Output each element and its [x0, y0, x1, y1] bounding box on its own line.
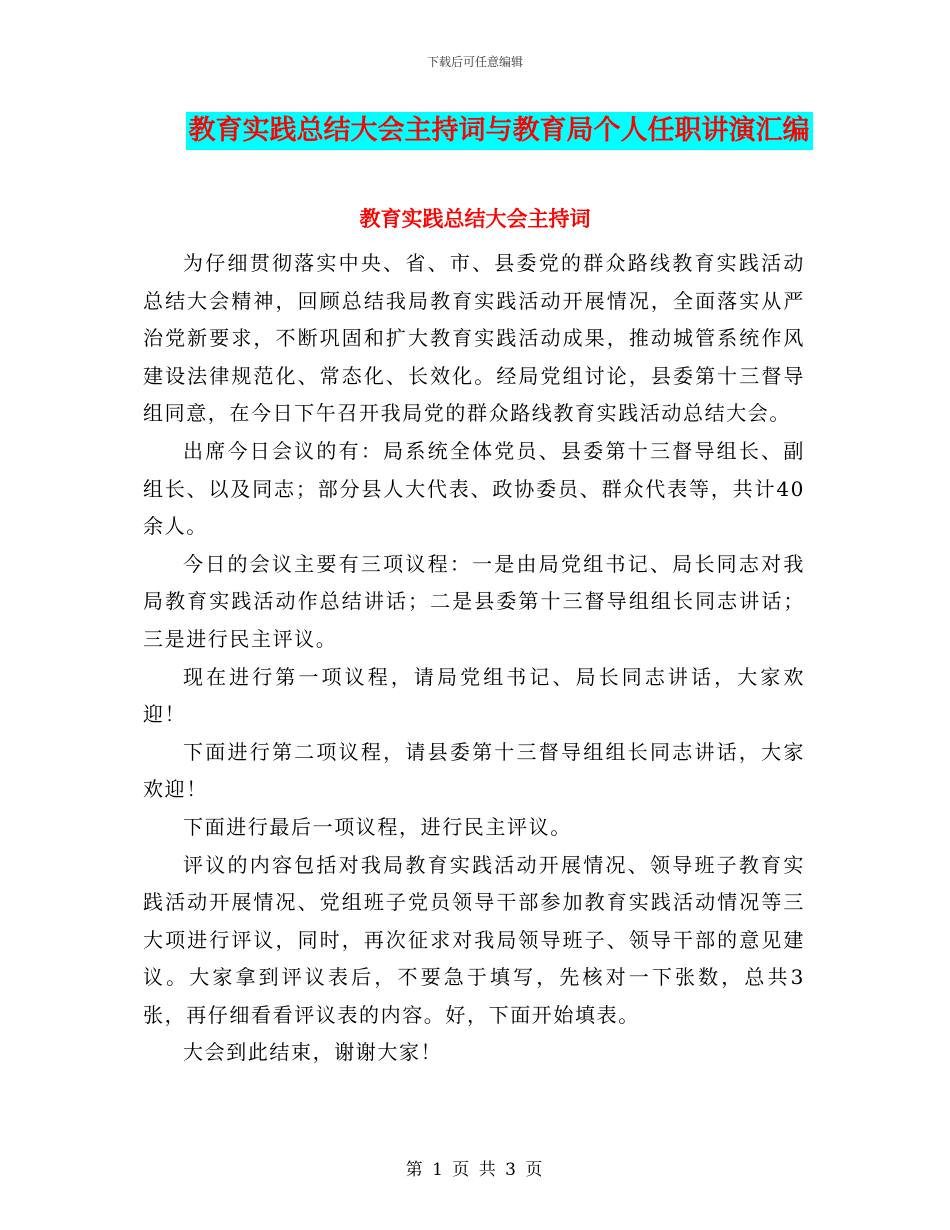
page-footer: 第 1 页 共 3 页 [405, 1160, 545, 1180]
page-header-note: 下载后可任意编辑 [426, 55, 523, 69]
main-title: 教育实践总结大会主持词与教育局个人任职讲演汇编 [186, 112, 813, 150]
paragraph: 出席今日会议的有：局系统全体党员、县委第十三督导组长、副组长、以及同志；部分县人大代表、政协委员、群众代表等，共计40余人。 [143, 438, 805, 539]
paragraph: 下面进行最后一项议程，进行民主评议。 [183, 814, 572, 839]
main-title-container [0, 112, 950, 150]
section-title: 教育实践总结大会主持词 [359, 206, 591, 231]
document-body [143, 245, 805, 1072]
paragraph: 下面进行第二项议程，请县委第十三督导组组长同志讲话，大家欢迎！ [143, 739, 805, 802]
paragraph: 大会到此结束，谢谢大家！ [183, 1040, 443, 1065]
paragraph: 今日的会议主要有三项议程：一是由局党组书记、局长同志对我局教育实践活动作总结讲话；二是县委第十三督导组组长同志讲话；三是进行民主评议。 [143, 551, 805, 651]
paragraph: 为仔细贯彻落实中央、省、市、县委党的群众路线教育实践活动总结大会精神，回顾总结我局教育实践活动开展情况，全面落实从严治党新要求，不断巩固和扩大教育实践活动成果，推动城管系统作风建设法律规范化、常态化、长效化。经局党组讨论，县委第十三督导组同意，在今日下午召开我局党的群众路线教育实践活动总结大会。 [143, 251, 805, 426]
paragraph: 现在进行第一项议程，请局党组书记、局长同志讲话，大家欢迎！ [143, 664, 805, 727]
paragraph: 评议的内容包括对我局教育实践活动开展情况、领导班子教育实践活动开展情况、党组班子党员领导干部参加教育实践活动情况等三大项进行评议，同时，再次征求对我局领导班子、领导干部的意见建议。大家拿到评议表后，不要急于填写，先核对一下张数，总共3张，再仔细看看评议表的内容。好，下面开始填表。 [143, 852, 805, 1027]
